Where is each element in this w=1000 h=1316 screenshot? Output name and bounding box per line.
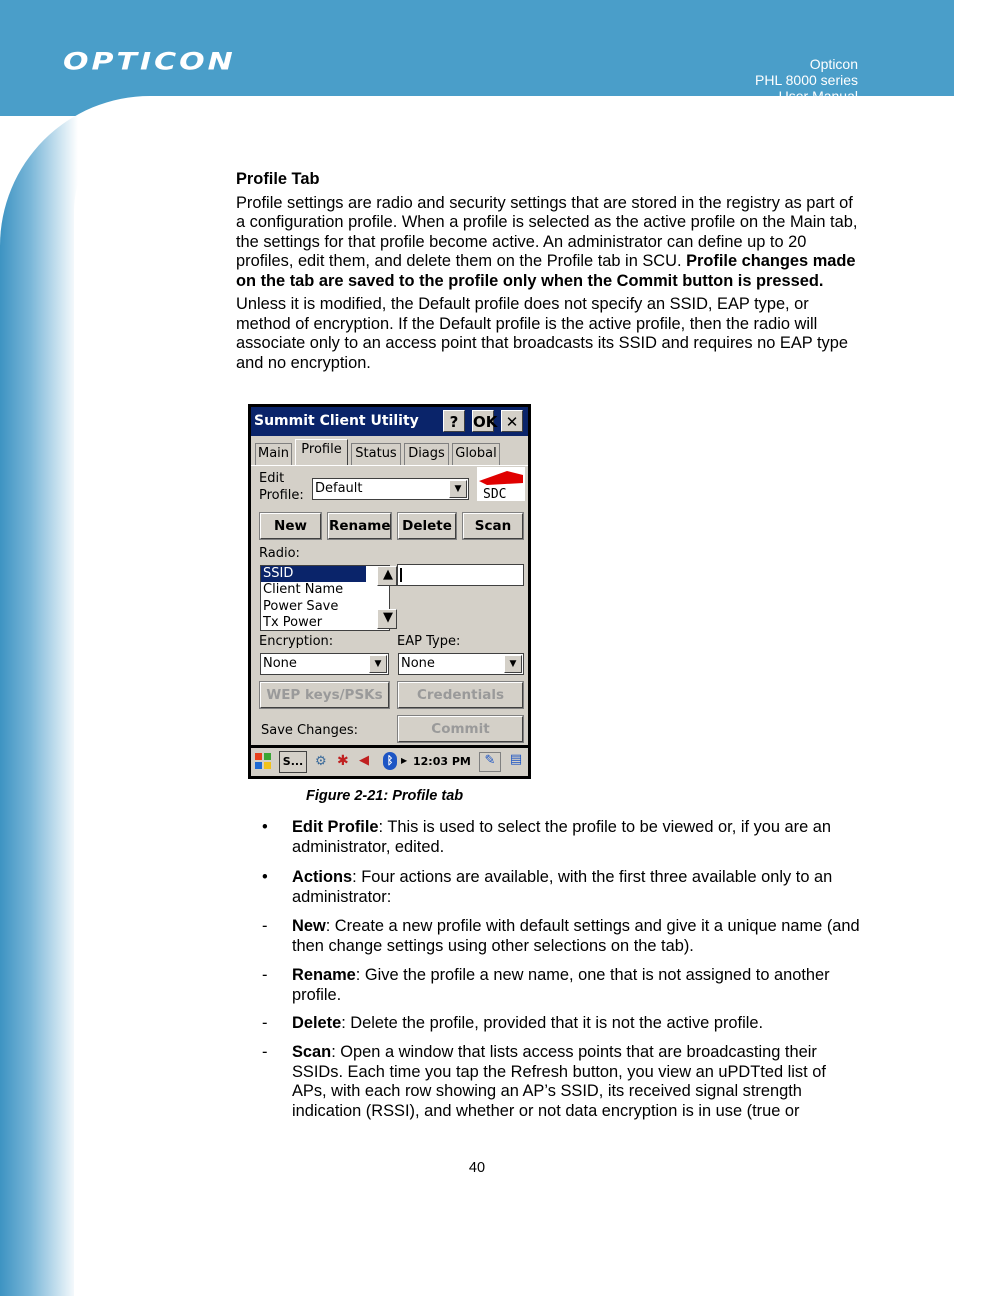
tab-divider [251,465,528,466]
paragraph: Unless it is modified, the Default profile does not specify an SSID, EAP type, or method of encryption. If the Default profile is the active profile, then the radio will associate only to an access point that broadcasts its SSID and requires no EAP type and no encryption. [236,295,848,372]
list-item-text: : Four actions are available, with the first three available only to an administrator: [292,868,833,906]
windows-start-icon[interactable] [253,751,273,771]
desktop-icon[interactable]: ▤ [509,752,523,767]
edit-label: Edit [259,471,285,486]
new-button[interactable]: New [260,513,321,539]
dash-marker: - [262,1043,268,1061]
taskbar-app-button[interactable]: S... [279,751,307,773]
commit-button[interactable]: Commit [398,716,523,742]
tab-main[interactable]: Main [255,443,292,465]
bluetooth-icon[interactable]: ᛒ [383,752,397,770]
chevron-down-icon[interactable]: ▼ [369,655,387,673]
scan-button[interactable]: Scan [463,513,523,539]
list-item-text: : This is used to select the profile to be viewed or, if you are an administrator, edited. [292,818,832,856]
dash-marker: - [262,966,268,984]
dash-marker: - [262,917,268,935]
rename-button[interactable]: Rename [328,513,391,539]
encryption-select[interactable] [260,653,389,675]
list-item-text: : Open a window that lists access points that are broadcasting their SSIDs. Each time you tap the Refresh button, you view an uPDTted list of APs, with each row showing an AP’s SSID, its received signal strength indication (RSSI), and whether or not data encryption is in use (true or [292,1043,826,1120]
list-item[interactable]: SSID [261,566,366,582]
dash-marker: - [262,1014,268,1032]
delete-button[interactable]: Delete [398,513,456,539]
header-doc-type: User Manual [778,88,858,104]
arrow-right-icon: ▶ [401,756,408,765]
list-item [292,1043,862,1121]
paragraph [236,194,860,292]
taskbar-clock[interactable]: 12:03 PM [413,755,471,768]
list-item-text: : Delete the profile, provided that it is not the active profile. [341,1014,764,1032]
profile-select-value: Default [315,481,363,496]
text-cursor [400,568,402,582]
tab-status[interactable]: Status [351,443,401,465]
section-title: Profile Tab [236,170,320,188]
chevron-down-icon[interactable]: ▼ [449,480,467,498]
list-item[interactable]: Power Save [263,598,339,614]
radio-label: Radio: [259,546,300,561]
list-item[interactable]: Client Name [263,582,344,598]
header-product: PHL 8000 series [755,72,858,88]
list-item-term: Delete [292,1014,342,1032]
signal-icon[interactable]: ✱ [337,753,349,769]
encryption-value: None [263,656,297,671]
encryption-label: Encryption: [259,634,334,649]
eap-type-select[interactable] [398,653,524,675]
close-icon[interactable]: ✕ [501,410,523,432]
list-item [292,966,862,1005]
eap-type-label: EAP Type: [397,634,461,649]
header-company: Opticon [809,56,858,72]
paragraph-bold-note: Profile changes made on the tab are saved to the profile only when the Commit button is pressed. [236,252,856,290]
list-item-term: Rename [292,966,356,984]
list-item [292,1014,862,1034]
window-title: Summit Client Utility [254,413,419,429]
device-screen [251,407,528,745]
radio-setting-list[interactable] [260,565,393,631]
sdc-logo-text: SDC [483,487,507,502]
page-number: 40 [468,1160,486,1176]
profile-select[interactable] [312,478,469,500]
section-content [236,170,860,377]
help-button[interactable]: ? [443,410,465,432]
tab-global[interactable]: Global [452,443,500,465]
scroll-up-icon[interactable]: ▲ [377,566,397,586]
input-panel-icon[interactable]: ✎ [479,752,501,772]
list-item-text: : Create a new profile with default settings and give it a unique name (and then change settings using other selections on the tab). [292,917,860,955]
list-item-term: Scan [292,1043,332,1061]
taskbar [251,748,528,776]
bullet-marker: • [262,868,268,886]
scroll-down-icon[interactable]: ▼ [377,609,397,629]
tab-profile[interactable]: Profile [295,439,348,466]
list-item-text: : Give the profile a new name, one that is not assigned to another profile. [292,966,830,1004]
list-item [292,818,862,857]
eap-type-value: None [401,656,435,671]
list-item-term: New [292,917,326,935]
device-screenshot [248,404,531,779]
opticon-logo: OPTICON [63,48,236,76]
save-changes-label: Save Changes: [261,723,358,738]
paragraph-text: Profile settings are radio and security settings that are stored in the registry as part of a configuration profile. When a profile is selected as the active profile on the Main tab, the settings for that profile become active. An administrator can define up to 20 profiles, edit them, and delete them on the Profile tab in SCU. [236,193,858,270]
wep-keys-button[interactable]: WEP keys/PSKs [260,682,389,708]
sdc-logo [477,467,525,501]
header-info [755,56,858,104]
ok-button[interactable]: OK [472,410,494,432]
list-item[interactable]: Tx Power [263,614,323,630]
list-item-term: Actions [292,868,353,886]
credentials-button[interactable]: Credentials [398,682,523,708]
list-item [292,917,862,956]
chevron-down-icon[interactable]: ▼ [504,655,522,673]
window-title-bar [251,407,528,436]
list-item-term: Edit Profile [292,818,379,836]
figure-caption: Figure 2-21: Profile tab [306,788,464,804]
volume-muted-icon[interactable]: ◀ [359,753,369,768]
network-icon[interactable]: ⚙ [315,754,327,769]
profile-label: Profile: [259,488,304,503]
list-item [292,868,862,907]
tab-diags[interactable]: Diags [404,443,449,465]
bullet-marker: • [262,818,268,836]
ssid-input[interactable] [397,564,524,586]
